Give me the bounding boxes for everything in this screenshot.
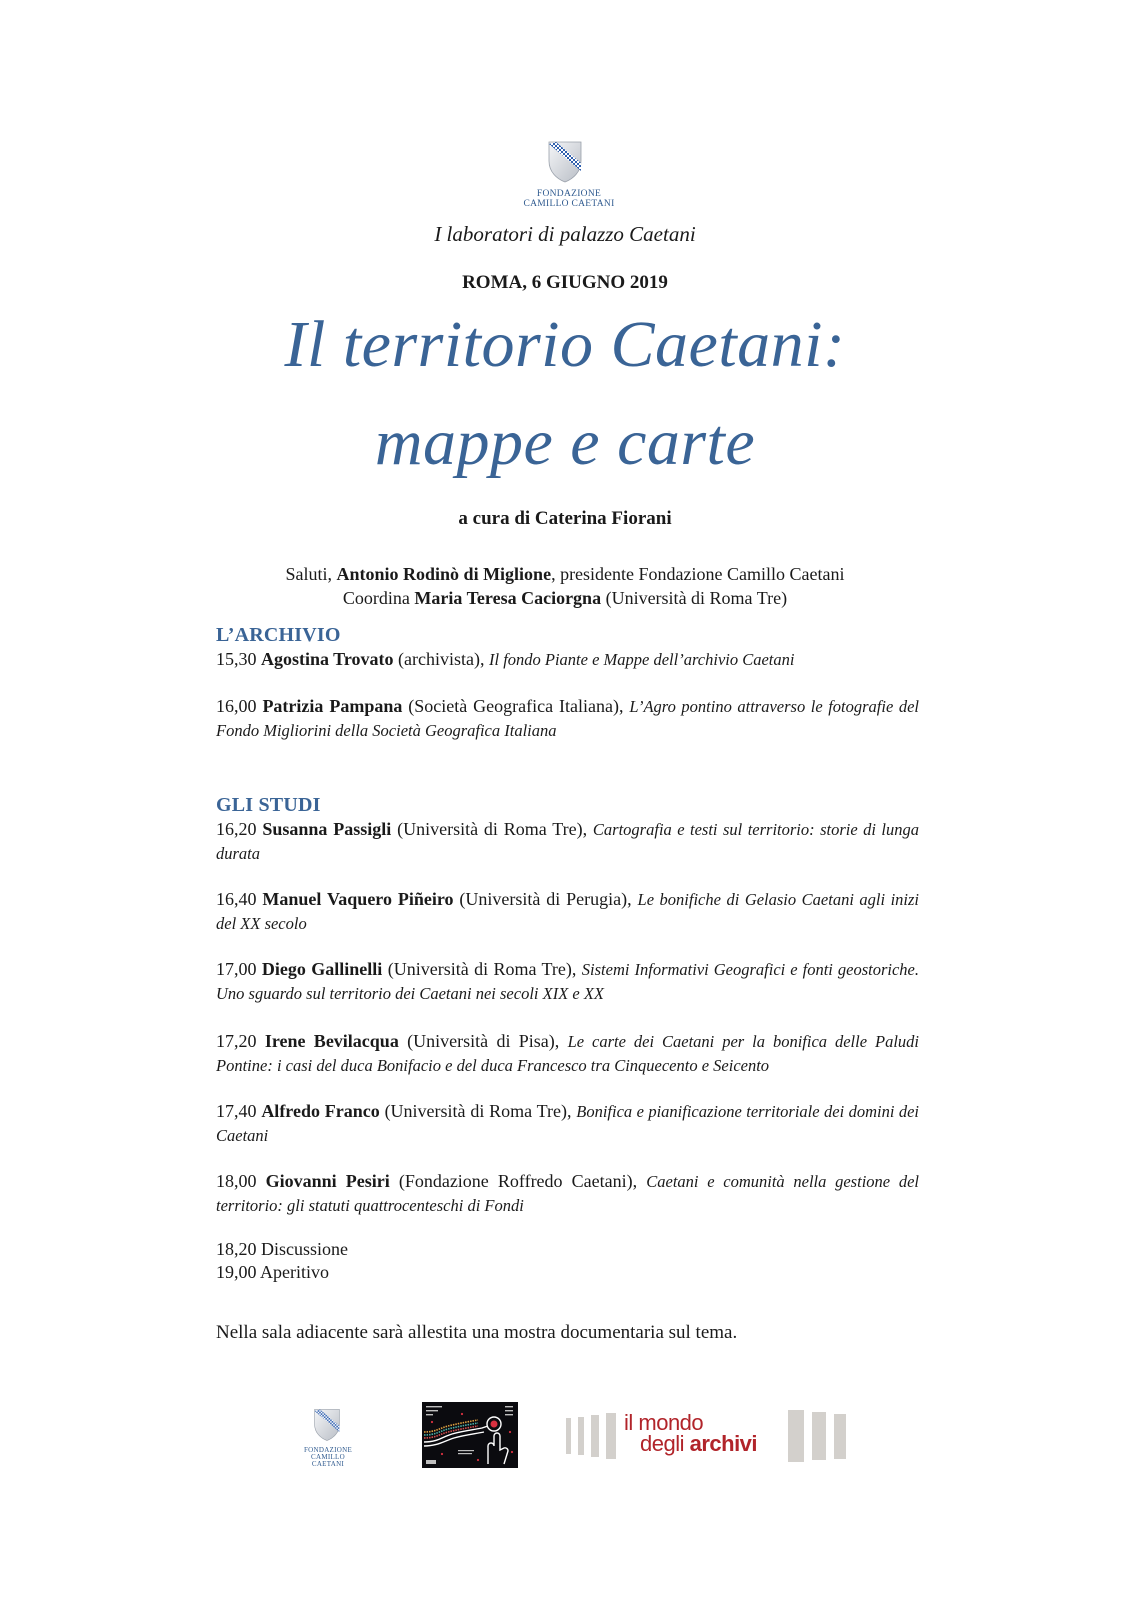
section-heading-studi: GLI STUDI xyxy=(216,794,321,816)
il-mondo-degli-archivi-text xyxy=(624,1412,757,1454)
item-time: 15,30 xyxy=(216,649,257,669)
greeting-prefix: Saluti, xyxy=(285,564,337,584)
program-item xyxy=(216,1170,919,1217)
logo-bar xyxy=(566,1418,571,1454)
item-affiliation: (Università di Roma Tre), xyxy=(379,1101,577,1121)
program-item xyxy=(216,888,919,935)
logo-line-1: FONDAZIONE xyxy=(303,1446,353,1454)
logo-bar xyxy=(606,1413,616,1459)
program-item xyxy=(216,1100,919,1147)
closing-label: Discussione xyxy=(261,1239,348,1259)
item-affiliation: (archivista), xyxy=(393,649,489,669)
logo-bar xyxy=(812,1412,826,1460)
program-item xyxy=(216,818,919,865)
program-item xyxy=(216,695,919,742)
logo-bar xyxy=(578,1417,584,1455)
item-speaker: Diego Gallinelli xyxy=(261,959,383,979)
logo-line-1: FONDAZIONE xyxy=(536,189,602,199)
greeting-suffix: , presidente Fondazione Camillo Caetani xyxy=(551,564,845,584)
closing-item xyxy=(216,1261,919,1285)
item-speaker: Alfredo Franco xyxy=(261,1101,380,1121)
item-talk-title: Il fondo Piante e Mappe dell’archivio Caetani xyxy=(488,650,795,669)
chair-line xyxy=(0,586,1130,610)
mondo-line-2-light: degli xyxy=(640,1431,690,1456)
item-talk-title: Le bonifiche di Gelasio Caetani agli inizi del XX secolo xyxy=(216,890,920,933)
logo-bar xyxy=(788,1410,804,1462)
item-speaker: Manuel Vaquero Piñeiro xyxy=(262,889,454,909)
item-time: 16,40 xyxy=(216,889,257,909)
chair-suffix: (Università di Roma Tre) xyxy=(601,588,788,608)
chair-prefix: Coordina xyxy=(342,588,415,608)
shield-crest-icon xyxy=(547,141,583,183)
item-talk-title: Bonifica e pianificazione territoriale dei domini dei Caetani xyxy=(216,1102,919,1145)
curator: a cura di Caterina Fiorani xyxy=(458,508,672,529)
item-time: 17,20 xyxy=(216,1031,257,1051)
closing-time: 18,20 xyxy=(216,1239,257,1259)
footer-logo-caetani-text xyxy=(294,1447,362,1468)
foundation-logo-text xyxy=(520,190,618,209)
logo-bar xyxy=(834,1414,846,1459)
item-talk-title: Caetani e comunità nella gestione del territorio: gli statuti quattrocenteschi di Fondi xyxy=(216,1172,919,1215)
ica-archives-week-poster-icon xyxy=(422,1402,518,1468)
mondo-line-2 xyxy=(624,1433,757,1454)
program-item xyxy=(216,1030,919,1077)
item-affiliation: (Fondazione Roffredo Caetani), xyxy=(389,1171,647,1191)
item-speaker: Susanna Passigli xyxy=(262,819,392,839)
item-affiliation: (Università di Roma Tre), xyxy=(382,959,582,979)
item-time: 18,00 xyxy=(216,1171,257,1191)
ica-archives-week-logo xyxy=(422,1402,518,1468)
item-talk-title: Cartografia e testi sul territorio: storie di lunga durata xyxy=(216,820,919,863)
item-time: 17,00 xyxy=(216,959,257,979)
mondo-line-1: il mondo xyxy=(624,1410,704,1435)
item-time: 17,40 xyxy=(216,1101,257,1121)
main-title-line-2: mappe e carte xyxy=(374,406,756,479)
chair-name: Maria Teresa Caciorgna xyxy=(414,588,602,608)
closing-label: Aperitivo xyxy=(260,1262,330,1282)
shield-crest-icon xyxy=(313,1408,341,1442)
event-date: ROMA, 6 GIUGNO 2019 xyxy=(462,272,668,293)
intro xyxy=(0,562,1130,610)
item-talk-title: Sistemi Informativi Geografici e fonti geostoriche. Uno sguardo sul territorio dei Caetani nei secoli XIX e XX xyxy=(216,960,919,1003)
closing-time: 19,00 xyxy=(216,1262,257,1282)
mondo-line-2-bold: archivi xyxy=(689,1431,758,1456)
series-title: I laboratori di palazzo Caetani xyxy=(434,222,696,246)
logo-line-2: CAMILLO CAETANI xyxy=(523,198,615,209)
item-affiliation: (Università di Roma Tre), xyxy=(391,819,593,839)
item-talk-title: Le carte dei Caetani per la bonifica delle Paludi Pontine: i casi del duca Bonifacio e del duca Francesco tra Cinquecento e Seicento xyxy=(216,1032,919,1075)
greeting-line xyxy=(0,562,1130,586)
program-item xyxy=(216,648,919,672)
exhibition-note: Nella sala adiacente sarà allestita una mostra documentaria sul tema. xyxy=(216,1322,738,1343)
logo-bar xyxy=(591,1415,599,1457)
item-speaker: Agostina Trovato xyxy=(261,649,394,669)
closing-item xyxy=(216,1238,919,1262)
program-item xyxy=(216,958,919,1005)
item-talk-title: L’Agro pontino attraverso le fotografie del Fondo Migliorini della Società Geografica Italiana xyxy=(216,697,920,740)
item-affiliation: (Università di Pisa), xyxy=(398,1031,568,1051)
item-time: 16,00 xyxy=(216,696,257,716)
item-affiliation: (Società Geografica Italiana), xyxy=(402,696,630,716)
item-speaker: Irene Bevilacqua xyxy=(264,1031,399,1051)
main-title-line-1: Il territorio Caetani: xyxy=(284,308,846,381)
item-time: 16,20 xyxy=(216,819,257,839)
item-affiliation: (Università di Perugia), xyxy=(453,889,638,909)
section-heading-archivio: L’ARCHIVIO xyxy=(216,624,341,646)
greeting-name: Antonio Rodinò di Miglione xyxy=(336,564,552,584)
item-speaker: Patrizia Pampana xyxy=(262,696,403,716)
item-speaker: Giovanni Pesiri xyxy=(265,1171,390,1191)
logo-line-2: CAMILLO CAETANI xyxy=(311,1453,345,1468)
